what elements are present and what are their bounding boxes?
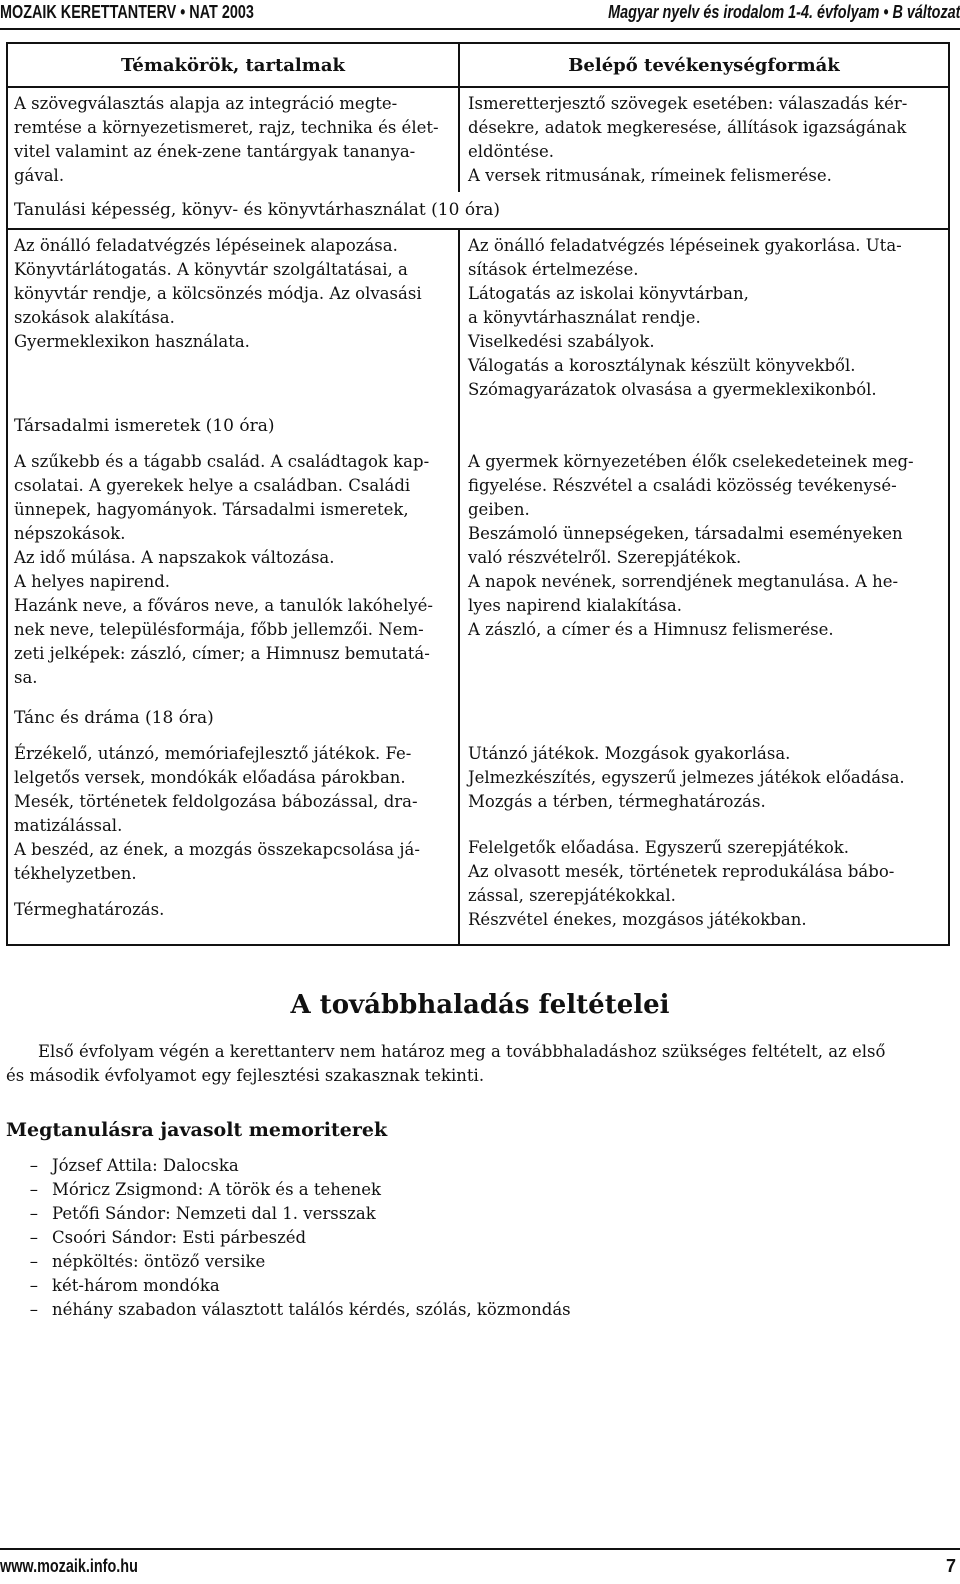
text-line: Szómagyarázatok olvasása a gyermeklexikonból.: [468, 380, 877, 399]
text-line: figyelése. Részvétel a családi közösség tevékenysé-: [468, 476, 897, 495]
text-line: A beszéd, az ének, a mozgás összekapcsolása já-: [14, 840, 420, 859]
text-line: Az önálló feladatvégzés lépéseinek gyakorlása. Uta-: [468, 236, 902, 255]
table-header-row: [8, 44, 948, 88]
text-line: A napok nevének, sorrendjének megtanulása. A he-: [468, 572, 899, 591]
memory-list: [0, 1154, 571, 1322]
text-line: lelgetős versek, mondókák előadása párokban.: [14, 768, 406, 787]
section-dance-left: [14, 742, 450, 922]
text-line: [468, 814, 944, 836]
text-line: népszokások.: [14, 524, 126, 543]
text-line: A versek ritmusának, rímeinek felismerése.: [468, 166, 832, 185]
intro-right-cell: [468, 92, 944, 188]
page-header: [0, 0, 960, 30]
text-line: Könyvtárlátogatás. A könyvtár szolgáltatásai, a: [14, 260, 408, 279]
text-line: Gyermeklexikon használata.: [14, 332, 250, 351]
text-line: gával.: [14, 166, 65, 185]
header-series-title: MOZAIK KERETTANTERV • NAT 2003: [0, 2, 254, 22]
column-divider: [458, 400, 460, 700]
text-line: sítások értelmezése.: [468, 260, 639, 279]
text-line: Az idő múlása. A napszakok változása.: [14, 548, 335, 567]
text-line: zeti jelképek: zászló, címer; a Himnusz bemutatá-: [14, 644, 430, 663]
text-line: matizálással.: [14, 816, 123, 835]
text-line: zással, szerepjátékokkal.: [468, 886, 676, 905]
text-line: Első évfolyam végén a kerettanterv nem határoz meg a továbbhaladáshoz szükséges feltételt, az első: [38, 1042, 886, 1061]
text-line: A zászló, a címer és a Himnusz felismerése.: [468, 620, 834, 639]
list-item: [0, 1178, 571, 1202]
text-line: könyvtár rendje, a kölcsönzés módja. Az olvasási: [14, 284, 422, 303]
text-line: A szűkebb és a tágabb család. A családtagok kap-: [14, 452, 430, 471]
list-item-text: Petőfi Sándor: Nemzeti dal 1. versszak: [52, 1204, 376, 1223]
section-social-left: [14, 450, 450, 690]
list-item: [0, 1154, 571, 1178]
text-line: Az önálló feladatvégzés lépéseinek alapozása.: [14, 236, 398, 255]
list-dash: –: [29, 1204, 38, 1223]
page-number: 7: [945, 1556, 956, 1576]
list-dash: –: [29, 1180, 38, 1199]
section-library-right: [468, 234, 944, 402]
text-line: désekre, adatok megkeresése, állítások igazságának: [468, 118, 907, 137]
text-line: eldöntése.: [468, 142, 555, 161]
advancement-paragraph: [6, 1040, 950, 1088]
list-dash: –: [29, 1228, 38, 1247]
text-line: A gyermek környezetében élők cselekedeteinek meg-: [468, 452, 914, 471]
list-dash: –: [29, 1300, 38, 1319]
section-title-library: Tanulási képesség, könyv- és könyvtárhasználat (10 óra): [14, 200, 500, 220]
text-line: [14, 886, 450, 898]
list-item-text: József Attila: Dalocska: [52, 1156, 239, 1175]
text-line: remtése a környezetismeret, rajz, technika és élet-: [14, 118, 439, 137]
advancement-heading: A továbbhaladás feltételei: [290, 990, 670, 1020]
text-line: nek neve, településformája, főbb jellemzői. Nem-: [14, 620, 424, 639]
text-line: Beszámoló ünnepségeken, társadalmi eseményeken: [468, 524, 903, 543]
text-line: csolatai. A gyerekek helye a családban. Családi: [14, 476, 411, 495]
text-line: sa.: [14, 668, 38, 687]
text-line: Érzékelő, utánzó, memóriafejlesztő játékok. Fe-: [14, 744, 412, 763]
list-dash: –: [29, 1156, 38, 1175]
text-line: A szövegválasztás alapja az integráció megte-: [14, 94, 398, 113]
text-line: lyes napirend kialakítása.: [468, 596, 682, 615]
header-subject-title: Magyar nyelv és irodalom 1-4. évfolyam • B változat: [607, 2, 960, 22]
text-line: ünnepek, hagyományok. Társadalmi ismeretek,: [14, 500, 409, 519]
text-line: Az olvasott mesék, történetek reprodukálása bábo-: [468, 862, 895, 881]
text-line: Felelgetők előadása. Egyszerű szerepjátékok.: [468, 838, 850, 857]
list-item: [0, 1274, 571, 1298]
text-line: a könyvtárhasználat rendje.: [468, 308, 701, 327]
list-item: [0, 1298, 571, 1322]
column-divider: [458, 44, 460, 192]
column-divider: [458, 230, 460, 400]
text-line: Válogatás a korosztálynak készült könyvekből.: [468, 356, 856, 375]
list-item-text: két-három mondóka: [52, 1276, 220, 1295]
list-dash: –: [29, 1276, 38, 1295]
text-line: Hazánk neve, a főváros neve, a tanulók lakóhelyé-: [14, 596, 434, 615]
column-header-topics: Témakörök, tartalmak: [121, 55, 345, 76]
list-item: [0, 1250, 571, 1274]
section-divider: [8, 228, 948, 230]
text-line: geiben.: [468, 500, 530, 519]
text-line: és második évfolyamot egy fejlesztési szakasznak tekinti.: [6, 1066, 485, 1085]
text-line: tékhelyzetben.: [14, 864, 137, 883]
page-footer: [0, 1548, 960, 1580]
text-line: vitel valamint az ének-zene tantárgyak tananya-: [14, 142, 416, 161]
section-title-social: Társadalmi ismeretek (10 óra): [14, 416, 275, 436]
intro-left-cell: [14, 92, 450, 188]
section-title-dance-drama: Tánc és dráma (18 óra): [14, 708, 214, 728]
text-line: Mozgás a térben, térmeghatározás.: [468, 792, 766, 811]
text-line: szokások alakítása.: [14, 308, 175, 327]
text-line: való részvételről. Szerepjátékok.: [468, 548, 742, 567]
text-line: Térmeghatározás.: [14, 900, 165, 919]
section-dance-right: [468, 742, 944, 932]
text-line: A helyes napirend.: [14, 572, 171, 591]
curriculum-table: [6, 42, 950, 946]
footer-website-link[interactable]: www.mozaik.info.hu: [0, 1556, 138, 1576]
text-line: Mesék, történetek feldolgozása bábozással, dra-: [14, 792, 418, 811]
text-line: Jelmezkészítés, egyszerű jelmezes játékok előadása.: [468, 768, 905, 787]
text-line: Látogatás az iskolai könyvtárban,: [468, 284, 749, 303]
column-divider: [458, 700, 460, 944]
section-library-left: [14, 234, 450, 354]
list-item-text: Móricz Zsigmond: A török és a tehenek: [52, 1180, 382, 1199]
list-item-text: Csoóri Sándor: Esti párbeszéd: [52, 1228, 307, 1247]
text-line: Részvétel énekes, mozgásos játékokban.: [468, 910, 807, 929]
text-line: Utánzó játékok. Mozgások gyakorlása.: [468, 744, 791, 763]
list-item-text: népköltés: öntöző versike: [52, 1252, 266, 1271]
list-item: [0, 1202, 571, 1226]
list-item: [0, 1226, 571, 1250]
list-dash: –: [29, 1252, 38, 1271]
memory-heading: Megtanulásra javasolt memoriterek: [6, 1119, 388, 1141]
column-header-activities: Belépő tevékenységformák: [568, 55, 840, 76]
section-social-right: [468, 450, 944, 642]
list-item-text: néhány szabadon választott találós kérdés, szólás, közmondás: [52, 1300, 571, 1319]
text-line: Viselkedési szabályok.: [468, 332, 655, 351]
text-line: Ismeretterjesztő szövegek esetében: válaszadás kér-: [468, 94, 908, 113]
